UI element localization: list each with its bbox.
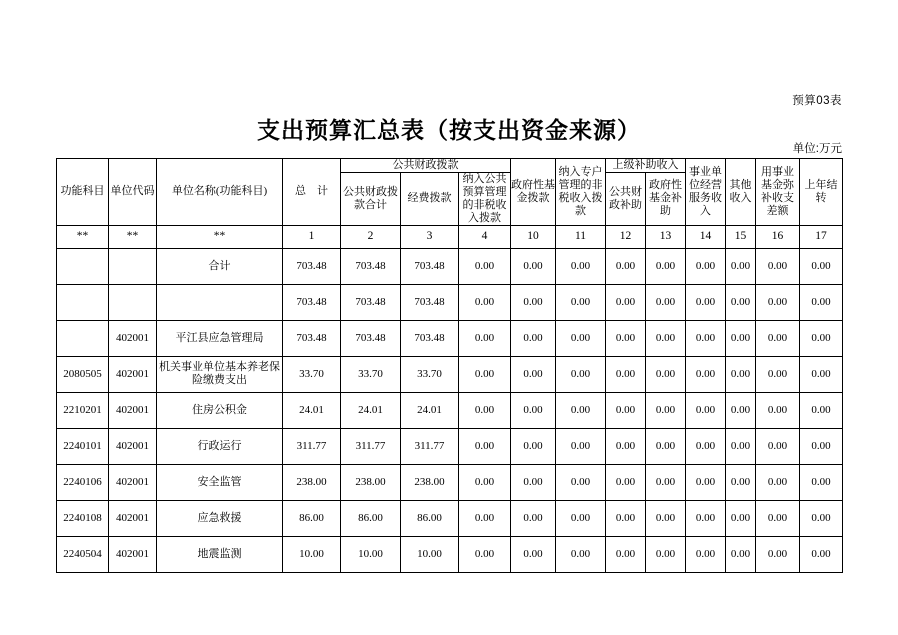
- cell-prior-year-carryover: 0.00: [800, 248, 843, 284]
- cell-operating-funds: 10.00: [401, 536, 459, 572]
- cell-public-finance-sum: 703.48: [341, 248, 401, 284]
- cell-public-finance-sum: 86.00: [341, 500, 401, 536]
- colnum-cell: **: [157, 225, 283, 248]
- cell-non-tax-income: 0.00: [459, 392, 511, 428]
- cell-unit-code: 402001: [109, 464, 157, 500]
- cell-unit-name: 合计: [157, 248, 283, 284]
- cell-unit-name: 应急救援: [157, 500, 283, 536]
- budget-table: [56, 158, 843, 573]
- cell-superior-public-finance: 0.00: [606, 500, 646, 536]
- cell-special-account: 0.00: [556, 428, 606, 464]
- table-row: [57, 356, 843, 392]
- cell-special-account: 0.00: [556, 392, 606, 428]
- cell-balance-cover: 0.00: [756, 428, 800, 464]
- cell-non-tax-income: 0.00: [459, 356, 511, 392]
- cell-total: 86.00: [283, 500, 341, 536]
- cell-unit-name: 安全监管: [157, 464, 283, 500]
- header-prior-year-carryover: 上年结转: [800, 159, 843, 226]
- cell-special-account: 0.00: [556, 500, 606, 536]
- header-other-income: 其他收入: [726, 159, 756, 226]
- cell-business-service-income: 0.00: [686, 392, 726, 428]
- header-business-service-income: 事业单位经营服务收入: [686, 159, 726, 226]
- cell-total: 10.00: [283, 536, 341, 572]
- cell-total: 703.48: [283, 248, 341, 284]
- cell-public-finance-sum: 703.48: [341, 320, 401, 356]
- cell-non-tax-income: 0.00: [459, 284, 511, 320]
- cell-balance-cover: 0.00: [756, 464, 800, 500]
- header-special-account: 纳入专户管理的非税收入拨款: [556, 159, 606, 226]
- cell-operating-funds: 311.77: [401, 428, 459, 464]
- header-superior-gov-fund: 政府性基金补助: [646, 172, 686, 225]
- colnum-cell: 13: [646, 225, 686, 248]
- cell-unit-code: 402001: [109, 428, 157, 464]
- table-row: [57, 248, 843, 284]
- cell-superior-gov-fund: 0.00: [646, 428, 686, 464]
- cell-non-tax-income: 0.00: [459, 248, 511, 284]
- cell-superior-gov-fund: 0.00: [646, 536, 686, 572]
- cell-prior-year-carryover: 0.00: [800, 392, 843, 428]
- table-row: [57, 428, 843, 464]
- cell-unit-name: 住房公积金: [157, 392, 283, 428]
- colnum-cell: 14: [686, 225, 726, 248]
- cell-gov-fund: 0.00: [511, 428, 556, 464]
- header-public-finance-group: 公共财政拨款: [341, 159, 511, 173]
- colnum-cell: 10: [511, 225, 556, 248]
- cell-other-income: 0.00: [726, 356, 756, 392]
- cell-superior-gov-fund: 0.00: [646, 392, 686, 428]
- cell-business-service-income: 0.00: [686, 536, 726, 572]
- cell-gov-fund: 0.00: [511, 500, 556, 536]
- cell-operating-funds: 86.00: [401, 500, 459, 536]
- cell-gov-fund: 0.00: [511, 536, 556, 572]
- cell-public-finance-sum: 311.77: [341, 428, 401, 464]
- header-superior-subsidy-group: 上级补助收入: [606, 159, 686, 173]
- page-title: 支出预算汇总表（按支出资金来源）: [257, 118, 641, 143]
- cell-prior-year-carryover: 0.00: [800, 464, 843, 500]
- cell-superior-gov-fund: 0.00: [646, 320, 686, 356]
- cell-other-income: 0.00: [726, 500, 756, 536]
- cell-special-account: 0.00: [556, 284, 606, 320]
- cell-unit-code: [109, 248, 157, 284]
- cell-unit-code: [109, 284, 157, 320]
- form-code-label: 预算03表: [792, 95, 842, 107]
- header-balance-cover: 用事业基金弥补收支差额: [756, 159, 800, 226]
- cell-superior-gov-fund: 0.00: [646, 284, 686, 320]
- colnum-cell: 1: [283, 225, 341, 248]
- cell-superior-public-finance: 0.00: [606, 356, 646, 392]
- cell-total: 703.48: [283, 320, 341, 356]
- cell-gov-fund: 0.00: [511, 464, 556, 500]
- cell-unit-code: 402001: [109, 356, 157, 392]
- cell-special-account: 0.00: [556, 536, 606, 572]
- cell-superior-public-finance: 0.00: [606, 392, 646, 428]
- cell-prior-year-carryover: 0.00: [800, 500, 843, 536]
- column-number-row: [57, 225, 843, 248]
- cell-superior-public-finance: 0.00: [606, 536, 646, 572]
- colnum-cell: 12: [606, 225, 646, 248]
- cell-balance-cover: 0.00: [756, 356, 800, 392]
- cell-superior-public-finance: 0.00: [606, 284, 646, 320]
- budget-table-body: [57, 225, 843, 572]
- cell-other-income: 0.00: [726, 284, 756, 320]
- header-unit-name: 单位名称(功能科目): [157, 159, 283, 226]
- cell-business-service-income: 0.00: [686, 428, 726, 464]
- cell-non-tax-income: 0.00: [459, 320, 511, 356]
- cell-gov-fund: 0.00: [511, 356, 556, 392]
- colnum-cell: 11: [556, 225, 606, 248]
- cell-business-service-income: 0.00: [686, 284, 726, 320]
- cell-operating-funds: 238.00: [401, 464, 459, 500]
- cell-balance-cover: 0.00: [756, 284, 800, 320]
- cell-function-code: [57, 284, 109, 320]
- cell-total: 703.48: [283, 284, 341, 320]
- cell-unit-name: 行政运行: [157, 428, 283, 464]
- colnum-cell: 17: [800, 225, 843, 248]
- cell-other-income: 0.00: [726, 536, 756, 572]
- cell-operating-funds: 703.48: [401, 320, 459, 356]
- cell-balance-cover: 0.00: [756, 392, 800, 428]
- cell-prior-year-carryover: 0.00: [800, 356, 843, 392]
- cell-function-code: 2240101: [57, 428, 109, 464]
- cell-public-finance-sum: 703.48: [341, 284, 401, 320]
- cell-business-service-income: 0.00: [686, 464, 726, 500]
- cell-total: 311.77: [283, 428, 341, 464]
- cell-gov-fund: 0.00: [511, 284, 556, 320]
- cell-unit-code: 402001: [109, 500, 157, 536]
- cell-superior-gov-fund: 0.00: [646, 500, 686, 536]
- cell-superior-public-finance: 0.00: [606, 464, 646, 500]
- cell-operating-funds: 703.48: [401, 248, 459, 284]
- cell-prior-year-carryover: 0.00: [800, 320, 843, 356]
- cell-function-code: 2080505: [57, 356, 109, 392]
- cell-superior-gov-fund: 0.00: [646, 248, 686, 284]
- colnum-cell: 2: [341, 225, 401, 248]
- cell-balance-cover: 0.00: [756, 320, 800, 356]
- cell-gov-fund: 0.00: [511, 392, 556, 428]
- cell-unit-name: 机关事业单位基本养老保险缴费支出: [157, 356, 283, 392]
- cell-gov-fund: 0.00: [511, 248, 556, 284]
- cell-gov-fund: 0.00: [511, 320, 556, 356]
- cell-balance-cover: 0.00: [756, 500, 800, 536]
- cell-total: 33.70: [283, 356, 341, 392]
- table-row: [57, 464, 843, 500]
- cell-function-code: [57, 320, 109, 356]
- cell-superior-public-finance: 0.00: [606, 428, 646, 464]
- cell-superior-gov-fund: 0.00: [646, 464, 686, 500]
- cell-function-code: [57, 248, 109, 284]
- cell-superior-public-finance: 0.00: [606, 320, 646, 356]
- header-unit-code: 单位代码: [109, 159, 157, 226]
- cell-unit-name: 地震监测: [157, 536, 283, 572]
- table-header-row-1: [57, 159, 843, 173]
- colnum-cell: 3: [401, 225, 459, 248]
- cell-total: 24.01: [283, 392, 341, 428]
- cell-other-income: 0.00: [726, 428, 756, 464]
- cell-total: 238.00: [283, 464, 341, 500]
- cell-public-finance-sum: 24.01: [341, 392, 401, 428]
- cell-business-service-income: 0.00: [686, 356, 726, 392]
- cell-prior-year-carryover: 0.00: [800, 536, 843, 572]
- budget-table-wrapper: [56, 158, 842, 573]
- cell-superior-public-finance: 0.00: [606, 248, 646, 284]
- header-total: 总 计: [283, 159, 341, 226]
- cell-public-finance-sum: 238.00: [341, 464, 401, 500]
- cell-non-tax-income: 0.00: [459, 464, 511, 500]
- table-row: [57, 500, 843, 536]
- colnum-cell: **: [57, 225, 109, 248]
- cell-special-account: 0.00: [556, 248, 606, 284]
- cell-superior-gov-fund: 0.00: [646, 356, 686, 392]
- cell-unit-code: 402001: [109, 320, 157, 356]
- table-row: [57, 320, 843, 356]
- cell-non-tax-income: 0.00: [459, 536, 511, 572]
- cell-special-account: 0.00: [556, 356, 606, 392]
- header-function-code: 功能科目: [57, 159, 109, 226]
- cell-balance-cover: 0.00: [756, 536, 800, 572]
- cell-operating-funds: 24.01: [401, 392, 459, 428]
- cell-other-income: 0.00: [726, 392, 756, 428]
- cell-prior-year-carryover: 0.00: [800, 284, 843, 320]
- colnum-cell: 15: [726, 225, 756, 248]
- colnum-cell: 16: [756, 225, 800, 248]
- cell-public-finance-sum: 33.70: [341, 356, 401, 392]
- cell-balance-cover: 0.00: [756, 248, 800, 284]
- cell-special-account: 0.00: [556, 320, 606, 356]
- table-row: [57, 284, 843, 320]
- cell-public-finance-sum: 10.00: [341, 536, 401, 572]
- colnum-cell: 4: [459, 225, 511, 248]
- cell-business-service-income: 0.00: [686, 248, 726, 284]
- cell-business-service-income: 0.00: [686, 320, 726, 356]
- cell-function-code: 2240504: [57, 536, 109, 572]
- header-public-finance-sum: 公共财政拨款合计: [341, 172, 401, 225]
- cell-operating-funds: 703.48: [401, 284, 459, 320]
- cell-unit-name: 平江县应急管理局: [157, 320, 283, 356]
- table-row: [57, 392, 843, 428]
- cell-other-income: 0.00: [726, 464, 756, 500]
- cell-function-code: 2240108: [57, 500, 109, 536]
- header-superior-public-finance: 公共财政补助: [606, 172, 646, 225]
- header-operating-funds: 经费拨款: [401, 172, 459, 225]
- cell-prior-year-carryover: 0.00: [800, 428, 843, 464]
- cell-unit-name: [157, 284, 283, 320]
- cell-business-service-income: 0.00: [686, 500, 726, 536]
- cell-other-income: 0.00: [726, 248, 756, 284]
- colnum-cell: **: [109, 225, 157, 248]
- unit-note-label: 单位:万元: [792, 143, 842, 155]
- cell-operating-funds: 33.70: [401, 356, 459, 392]
- cell-other-income: 0.00: [726, 320, 756, 356]
- header-gov-fund: 政府性基金拨款: [511, 159, 556, 226]
- header-non-tax-income: 纳入公共预算管理的非税收入拨款: [459, 172, 511, 225]
- cell-function-code: 2240106: [57, 464, 109, 500]
- cell-special-account: 0.00: [556, 464, 606, 500]
- cell-unit-code: 402001: [109, 392, 157, 428]
- cell-non-tax-income: 0.00: [459, 500, 511, 536]
- table-row: [57, 536, 843, 572]
- cell-non-tax-income: 0.00: [459, 428, 511, 464]
- cell-function-code: 2210201: [57, 392, 109, 428]
- cell-unit-code: 402001: [109, 536, 157, 572]
